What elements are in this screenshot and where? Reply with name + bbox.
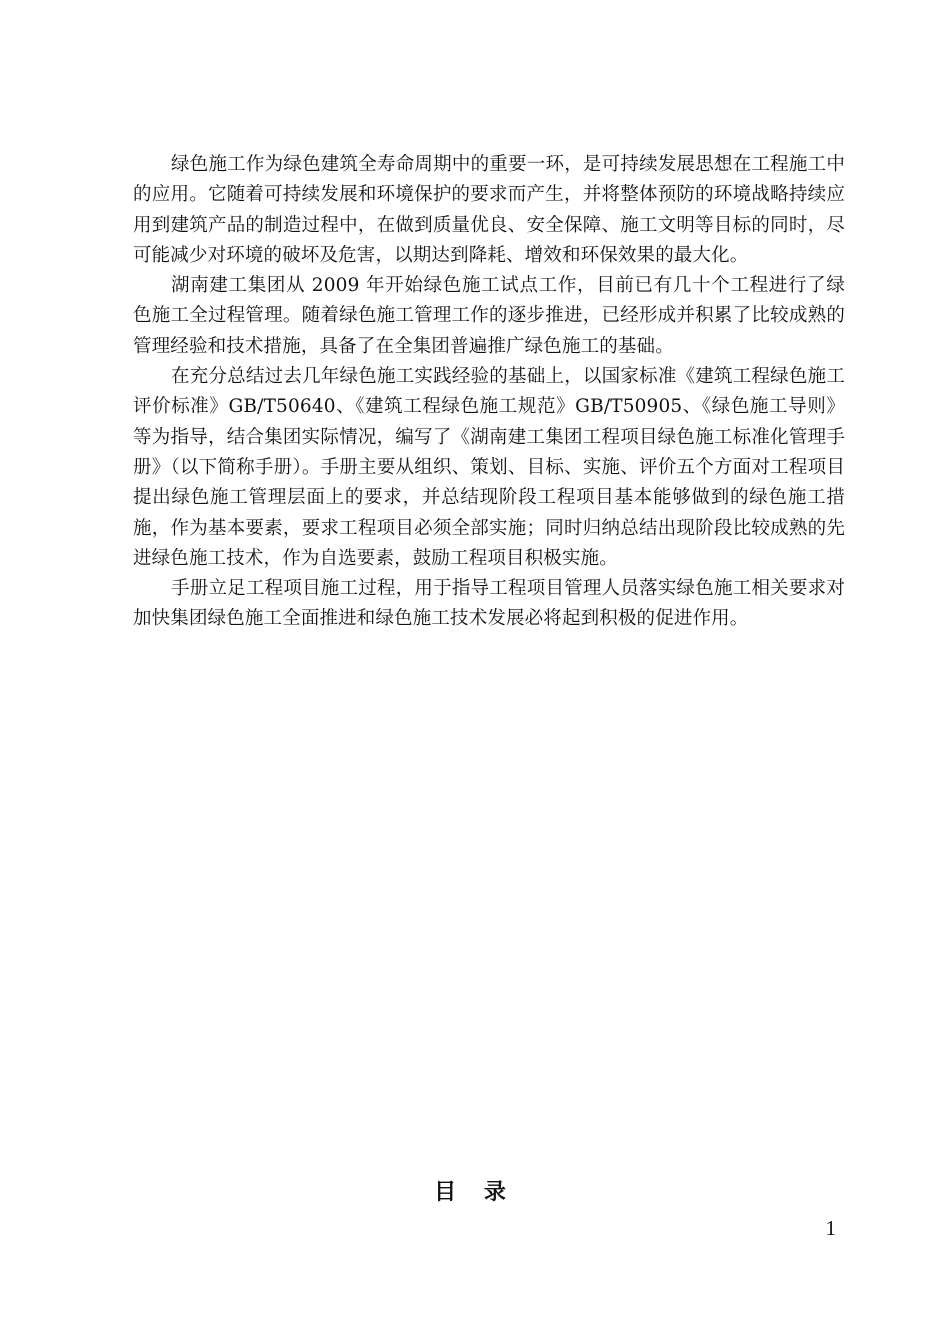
paragraph-manual-purpose: 手册立足工程项目施工过程，用于指导工程项目管理人员落实绿色施工相关要求对加快集团绿色施工全面推进和绿色施工技术发展必将起到积极的促进作用。 — [133, 578, 845, 630]
paragraph-green-construction-intro: 绿色施工作为绿色建筑全寿命周期中的重要一环，是可持续发展思想在工程施工中的应用。它随着可持续发展和环境保护的要求而产生，并将整体预防的环境战略持续应用到建筑产品的制造过程中，在做到质量优良、安全保障、施工文明等目标的同时，尽可能减少对环境的破坏及危害，以期达到降耗、增效和环保效果的最大化。 — [133, 154, 845, 266]
toc-heading: 目 录 — [434, 1180, 516, 1205]
page-number: 1 — [825, 1216, 836, 1240]
paragraph-manual-compilation: 在充分总结过去几年绿色施工实践经验的基础上，以国家标准《建筑工程绿色施工评价标准》GB/T50640、《建筑工程绿色施工规范》GB/T50905、《绿色施工导则》等为指导，结合集团实际情况，编写了《湖南建工集团工程项目绿色施工标准化管理手册》（以下简称手册）。手册主要从组织、策划、目标、实施、评价五个方面对工程项目提出绿色施工管理层面上的要求，并总结现阶段工程项目基本能够做到的绿色施工措施，作为基本要素，要求工程项目必须全部实施；同时归纳总结出现阶段比较成熟的先进绿色施工技术，作为自选要素，鼓励工程项目积极实施。 — [133, 366, 845, 569]
body-text — [133, 150, 845, 635]
paragraph-hunan-construction-history: 湖南建工集团从 2009 年开始绿色施工试点工作，目前已有几十个工程进行了绿色施工全过程管理。随着绿色施工管理工作的逐步推进，已经形成并积累了比较成熟的管理经验和技术措施，具备了在全集团普遍推广绿色施工的基础。 — [133, 275, 845, 357]
